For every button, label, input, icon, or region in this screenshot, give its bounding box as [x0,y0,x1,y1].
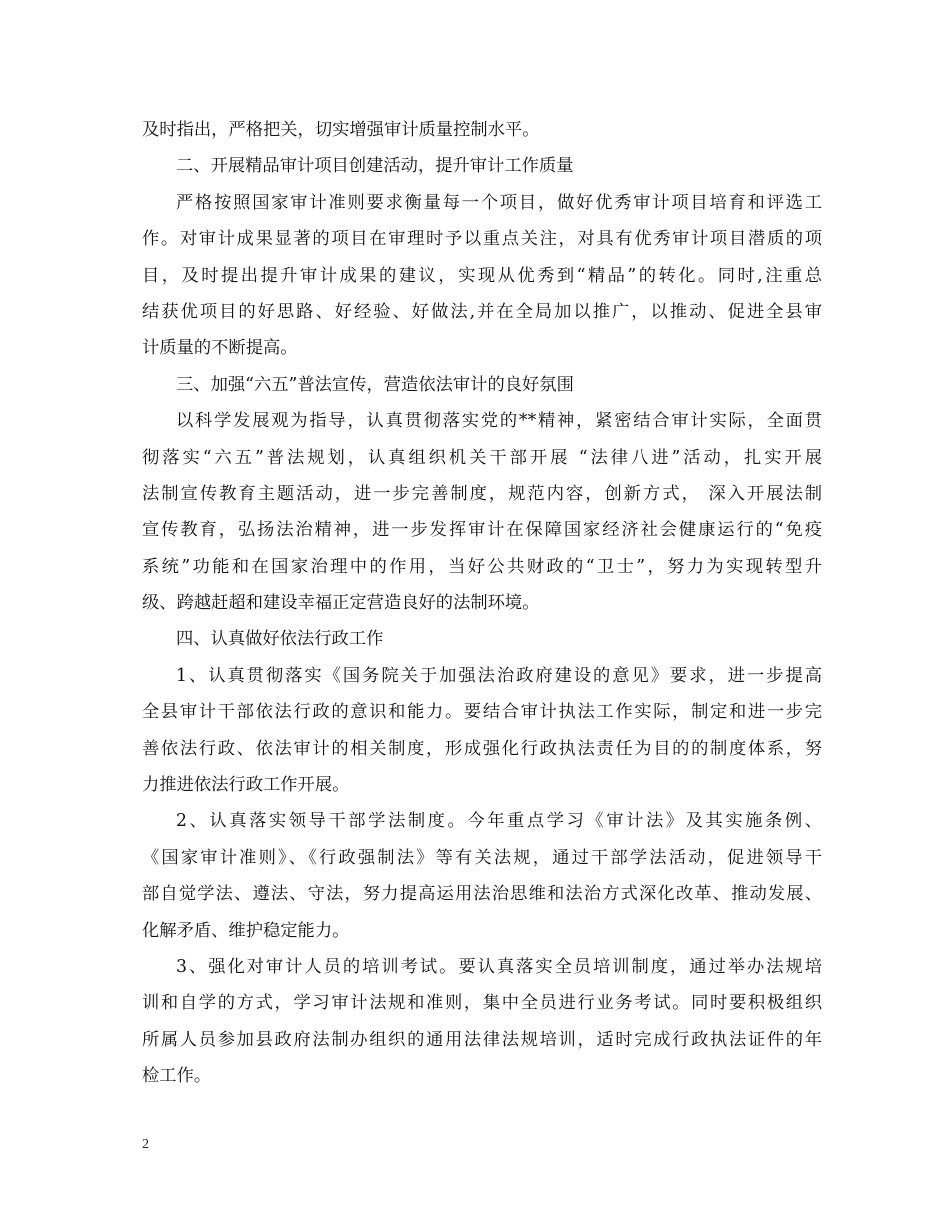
text-line: 检工作。 [142,1066,212,1087]
text-line: 1、认真贯彻落实《国务院关于加强法治政府建设的意见》要求，进一步提高 [176,665,822,686]
text-line: 3、强化对审计人员的培训考试。要认真落实全员培训制度，通过举办法规培 [176,956,822,977]
text-line: 力推进依法行政工作开展。 [142,775,350,796]
text-line: 严格按照国家审计准则要求衡量每一个项目，做好优秀审计项目培育和评选工 [176,192,822,213]
text-line: 级、跨越赶超和建设幸福正定营造良好的法制环境。 [142,593,540,614]
text-line: 善依法行政、依法审计的相关制度，形成强化行政执法责任为目的的制度体系，努 [142,738,822,759]
text-line: 《国家审计准则》、《行政强制法》等有关法规，通过干部学法活动，促进领导干 [142,847,822,868]
page-number: 2 [142,1137,149,1152]
text-line: 彻落实“六五”普法规划，认真组织机关干部开展 “法律八进”活动，扎实开展 [142,447,822,468]
text-line: 计质量的不断提高。 [142,338,298,359]
text-line: 系统”功能和在国家治理中的作用，当好公共财政的“卫士”，努力为实现转型升 [142,556,822,577]
text-line: 法制宣传教育主题活动，进一步完善制度，规范内容，创新方式， 深入开展法制 [142,483,822,504]
text-line: 三、加强“六五”普法宣传，营造依法审计的良好氛围 [176,374,574,395]
text-line: 及时指出，严格把关，切实增强审计质量控制水平。 [142,120,540,140]
text-line: 四、认真做好依法行政工作 [176,629,384,650]
text-line: 目，及时提出提升审计成果的建议，实现从优秀到“精品”的转化。同时,注重总 [142,265,822,286]
text-line: 作。对审计成果显著的项目在审理时予以重点关注，对具有优秀审计项目潜质的项 [142,229,822,250]
text-line: 以科学发展观为指导，认真贯彻落实党的**精神，紧密结合审计实际，全面贯 [176,411,822,432]
text-line: 二、开展精品审计项目创建活动，提升审计工作质量 [176,156,574,177]
text-line: 2、认真落实领导干部学法制度。今年重点学习《审计法》及其实施条例、 [176,811,822,832]
text-line: 化解矛盾、维护稳定能力。 [142,920,350,941]
text-line: 部自觉学法、遵法、守法，努力提高运用法治思维和法治方式深化改革、推动发展、 [142,884,822,905]
text-line: 训和自学的方式，学习审计法规和准则，集中全员进行业务考试。同时要积极组织 [142,993,822,1014]
document-body [142,112,822,1095]
text-line: 所属人员参加县政府法制办组织的通用法律法规培训，适时完成行政执法证件的年 [142,1029,822,1050]
text-line: 结获优项目的好思路、好经验、好做法,并在全局加以推广，以推动、促进全县审 [142,301,822,322]
paragraph-lines [142,112,822,1095]
text-line: 宣传教育，弘扬法治精神，进一步发挥审计在保障国家经济社会健康运行的“免疫 [142,520,822,541]
text-line: 全县审计干部依法行政的意识和能力。要结合审计执法工作实际，制定和进一步完 [142,702,822,723]
